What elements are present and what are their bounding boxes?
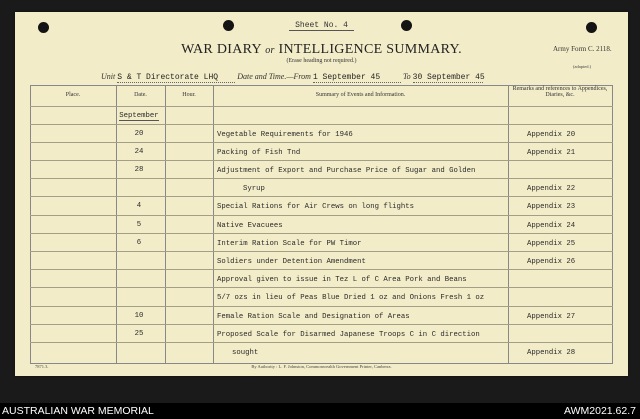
row-remarks: Appendix 22 [527, 185, 576, 193]
row-date: 5 [136, 221, 142, 229]
row-summary: Native Evacuees [217, 222, 283, 230]
row-remarks: Appendix 23 [527, 203, 576, 211]
row-summary: Vegetable Requirements for 1946 [217, 131, 353, 139]
form-subtitle: (Erase heading not required.) [286, 58, 357, 64]
archive-caption-bar [0, 403, 640, 419]
column-header-remarks: Remarks and references to Appendices, Diaries, &c. [512, 86, 608, 98]
form-print-code: 7871.3. [35, 364, 49, 369]
row-summary: Special Rations for Air Crews on long flights [217, 203, 415, 211]
row-date: 6 [136, 239, 142, 247]
row-remarks: Appendix 21 [527, 149, 576, 157]
war-diary-sheet [15, 12, 628, 376]
row-date: 20 [134, 130, 144, 138]
row-remarks: Appendix 27 [527, 313, 576, 321]
unit-value: S & T Directorate LHQ [117, 73, 235, 83]
row-date: 4 [136, 202, 142, 210]
row-date: 28 [134, 166, 144, 174]
row-summary: Packing of Fish Tnd [217, 149, 301, 157]
archive-reference: AWM2021.62.7 [564, 405, 636, 417]
column-header-hour: Hour. [182, 92, 196, 98]
diary-table [30, 85, 613, 364]
row-remarks: Appendix 20 [527, 131, 576, 139]
column-header-date: Date. [134, 92, 147, 98]
row-date: 25 [134, 330, 144, 338]
sheet-number: Sheet No. 4 [15, 21, 628, 30]
row-summary: Soldiers under Detention Amendment [217, 258, 366, 266]
row-summary: Female Ration Scale and Designation of Areas [217, 313, 410, 321]
date-from: 1 September 45 [313, 73, 401, 83]
row-summary: Adjustment of Export and Purchase Price of Sugar and Golden [217, 167, 476, 175]
row-remarks: Appendix 26 [527, 258, 576, 266]
row-summary: Syrup [243, 185, 265, 193]
row-remarks: Appendix 28 [527, 349, 576, 357]
row-remarks: Appendix 25 [527, 240, 576, 248]
row-summary: 5/7 ozs in lieu of Peas Blue Dried 1 oz and Onions Fresh 1 oz [217, 294, 485, 302]
row-summary: Interim Ration Scale for PW Timor [217, 240, 362, 248]
row-date: 24 [134, 148, 144, 156]
row-date: 10 [134, 312, 144, 320]
date-to: 30 September 45 [412, 73, 485, 82]
printer-authority: By Authority : L. F. Johnston, Commonwealth Government Printer, Canberra. [251, 364, 392, 369]
unit-date-line: Unit S & T Directorate LHQ Date and Time.—From 1 September 45 To 30 September 45 [101, 72, 485, 82]
column-header-summary: Summary of Events and Information. [315, 92, 406, 98]
row-remarks: Appendix 24 [527, 222, 576, 230]
column-header-place: Place. [65, 92, 81, 98]
archive-name: AUSTRALIAN WAR MEMORIAL [2, 405, 154, 417]
form-title: WAR DIARY or INTELLIGENCE SUMMARY. [181, 42, 462, 57]
adapted-note: (adapted.) [573, 64, 592, 69]
army-form-number: Army Form C. 2118. [553, 45, 612, 53]
month-label: September [119, 112, 159, 120]
row-summary: Approval given to issue in Tez L of C Area Pork and Beans [217, 276, 467, 284]
row-summary: sought [232, 349, 259, 357]
row-summary: Proposed Scale for Disarmed Japanese Troops C in C direction [217, 331, 480, 339]
